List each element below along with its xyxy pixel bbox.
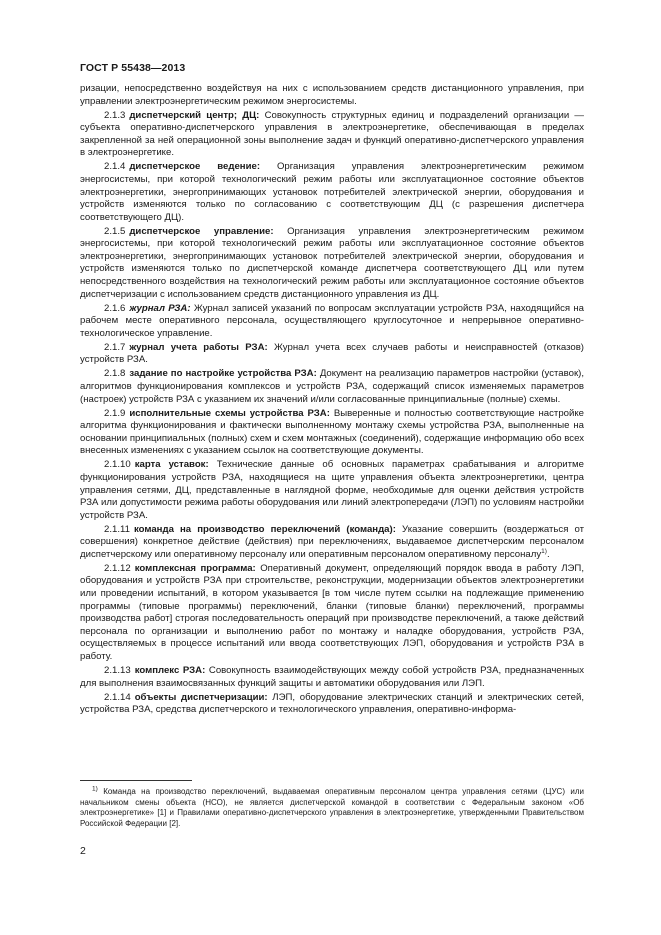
footnote-divider bbox=[80, 780, 192, 781]
term: карта уставок: bbox=[134, 459, 209, 471]
definition-tail: . bbox=[546, 548, 550, 560]
definition-text: Указание совершить (воздержаться от совершения) конкретное действие (действия) при переключениях, выдаваемое диспетчерским персоналом диспетчерскому или оперативному персоналу или оперативным персоналом оперативному персоналу bbox=[80, 523, 585, 560]
item-number: 2.1.9 bbox=[104, 407, 126, 419]
definition-text: Технические данные об основных параметрах срабатывания и алгоритме функционирования устройств РЗА, находящиеся на щите управления объекта электроэнергетики, центра управления сетями, ДЦ, представленные в наглядной форме, необходимые для оценки действия устройств РЗА или допустимости режима работы оборудования или линий электропередачи (ЛЭП) по условиям настройки устройств РЗА. bbox=[80, 459, 584, 521]
definition-text: Журнал записей указаний по вопросам эксплуатации устройств РЗА, находящийся на рабочем месте оперативного персонала, осуществляющего круглосуточное и непрерывное оперативно-технологическое управление. bbox=[80, 302, 584, 339]
definition-2-1-11 bbox=[80, 524, 584, 562]
definition-text: Совокупность структурных единиц и подразделений организации — субъекта оперативно-диспетчерского управления в электроэнергетике, обеспечивающая в пределах закрепленной за ней операционной зоны выполнение задач и функций оперативно-диспетчерского управления в электроэнергетике. bbox=[80, 109, 585, 159]
definition-2-1-14 bbox=[80, 692, 584, 717]
term: объекты диспетчеризации: bbox=[134, 691, 268, 703]
item-number: 2.1.5 bbox=[104, 225, 126, 237]
item-number: 2.1.13 bbox=[104, 665, 131, 677]
definition-2-1-9 bbox=[80, 408, 584, 458]
term: диспетчерское управление: bbox=[129, 225, 274, 237]
term: комплексная программа: bbox=[134, 562, 256, 574]
term: диспетчерское ведение: bbox=[129, 161, 261, 173]
footnote-text: Команда на производство переключений, выдаваемая оперативным персоналом центра управления сетями (ЦУС) или начальником смены объекта (НСО), не является диспетчерской командой в соответствии с Федеральным законом «Об электроэнергетике» [1] и Правилами оперативно-диспетчерского управления в электроэнергетике, утвержденными Правительством Российской Федерации [2]. bbox=[80, 787, 584, 828]
definition-2-1-7 bbox=[80, 342, 584, 367]
term: команда на производство переключений (команда): bbox=[133, 523, 396, 535]
item-number: 2.1.11 bbox=[104, 523, 130, 535]
definition-2-1-10 bbox=[80, 459, 584, 522]
definition-2-1-8 bbox=[80, 368, 584, 406]
term: исполнительные схемы устройства РЗА: bbox=[129, 407, 330, 419]
definition-text: Выверенные и полностью соответствующие настройке алгоритма функционирования и фактически выполненному монтажу схемы устройства РЗА, выполненные на основании принципиальных (полных) схем и схем монтажных (соединений), содержащие информацию обо всех внесенных изменениях с указанием ссылок на соответствующие документы. bbox=[80, 407, 584, 457]
item-number: 2.1.6 bbox=[104, 302, 126, 314]
term: журнал учета работы РЗА: bbox=[129, 341, 268, 353]
definition-2-1-4 bbox=[80, 161, 584, 224]
definition-text: ЛЭП, оборудование электрических станций и электрических сетей, устройства РЗА, средства диспетчерского и технологического управления, оперативно-информа- bbox=[80, 691, 584, 716]
definition-2-1-3 bbox=[80, 110, 584, 160]
term: задание по настройке устройства РЗА: bbox=[129, 368, 317, 380]
item-number: 2.1.4 bbox=[104, 161, 126, 173]
definition-2-1-12 bbox=[80, 563, 584, 664]
document-header: ГОСТ Р 55438—2013 bbox=[80, 62, 186, 74]
page-number: 2 bbox=[80, 845, 86, 857]
definition-text: Журнал учета всех случаев работы и неисправностей (отказов) устройств РЗА. bbox=[80, 341, 584, 366]
item-number: 2.1.3 bbox=[104, 109, 126, 121]
definition-text: Организация управления электроэнергетическим режимом энергосистемы, при которой технологический режим работы или эксплуатационное состояние объектов электроэнергетики, энергопринимающих установок потребителей электрической энергии, оборудования и устройств изменяются только по согласованию с соответствующим ДЦ (с разрешения диспетчера соответствующего ДЦ). bbox=[80, 161, 585, 223]
definition-2-1-6 bbox=[80, 303, 584, 341]
footnote-mark: 1) bbox=[92, 785, 98, 793]
term-italic: журнал РЗА: bbox=[129, 302, 191, 314]
item-number: 2.1.8 bbox=[104, 368, 126, 380]
footnote bbox=[80, 787, 584, 829]
item-number: 2.1.7 bbox=[104, 341, 126, 353]
term: диспетчерский центр; ДЦ: bbox=[129, 109, 260, 121]
footnote-reference[interactable]: 1) bbox=[541, 547, 547, 555]
definition-2-1-5 bbox=[80, 226, 584, 302]
document-body bbox=[80, 83, 584, 718]
item-number: 2.1.10 bbox=[104, 459, 131, 471]
item-number: 2.1.12 bbox=[104, 562, 131, 574]
definition-text: Документ на реализацию параметров настройки (уставок), алгоритмов функционирования комплексов и устройств РЗА, содержащий список изменяемых параметров (настроек) устройств РЗА с указанием их значений и/или согласованные принципиальные (полные) схемы. bbox=[80, 368, 585, 405]
definition-text: Организация управления электроэнергетическим режимом энергосистемы, при которой технологический режим работы или эксплуатационное состояние объектов электроэнергетики, энергопринимающих установок потребителей электрической энергии, оборудования и устройств изменяются только по диспетчерской команде диспетчера соответствующего ДЦ или путем непосредственного воздействия на технологический режим работы или эксплуатационное состояние объектов диспетчеризации с использованием средств дистанционного управления из ДЦ. bbox=[80, 225, 585, 300]
term bbox=[129, 303, 190, 314]
definition-text: Оперативный документ, определяющий порядок ввода в работу ЛЭП, оборудования и устройств РЗА при строительстве, реконструкции, модернизации объектов электроэнергетики или проведении испытаний, в котором указывается [в том числе путем ссылки на подлежащие применению программы (типовые программы) переключений, бланки (типовые бланки) переключений, программы производства работ] строгая последовательность операций при производстве переключений, а также действий персонала по организации и выполнению работ по монтажу и наладке оборудования, устройств РЗА, осуществляемых в процессе испытаний или ввода соответствующих ЛЭП, оборудования и устройств РЗА в работу. bbox=[80, 562, 584, 663]
item-number: 2.1.14 bbox=[104, 691, 131, 703]
intro-paragraph: ризации, непосредственно воздействуя на них с использованием средств дистанционного управления, при управлении электроэнергетическим режимом энергосистемы. bbox=[80, 83, 584, 107]
definition-text: Совокупность взаимодействующих между собой устройств РЗА, предназначенных для выполнения взаимосвязанных функций защиты и автоматики оборудования или ЛЭП. bbox=[80, 665, 584, 689]
definition-2-1-13 bbox=[80, 665, 584, 690]
term: комплекс РЗА: bbox=[134, 665, 206, 677]
